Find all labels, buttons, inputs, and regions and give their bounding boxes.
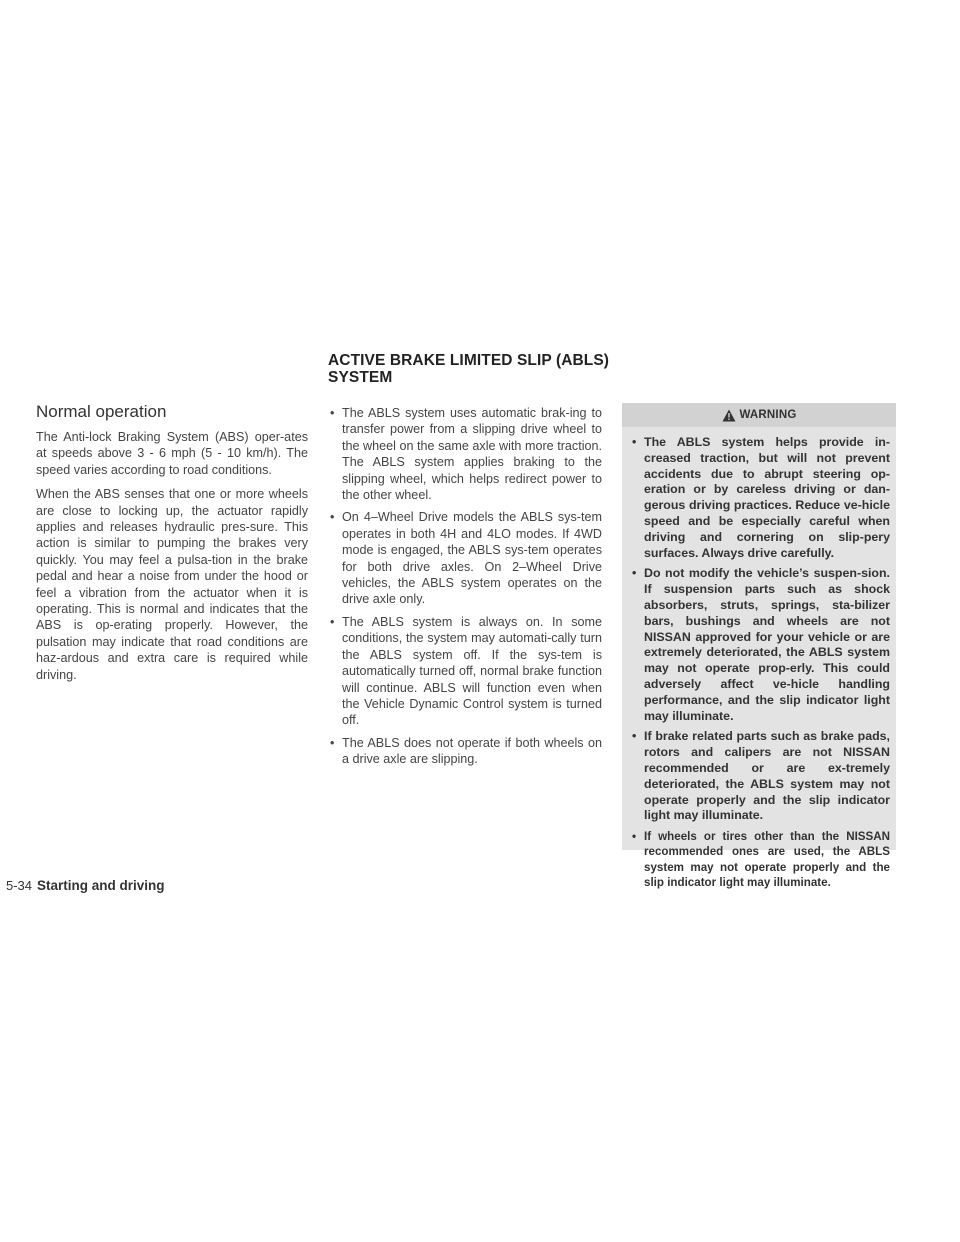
warning-triangle-icon [722,409,736,422]
page-footer [6,878,165,893]
section-title-line2: SYSTEM [328,369,393,386]
section-title [328,352,628,386]
section-title-line1: ACTIVE BRAKE LIMITED SLIP (ABLS) [328,352,610,369]
warning-box [622,403,896,889]
warning-item: • If wheels or tires other than the NISSAN recommended ones are used, the ABLS system may not operate properly and the slip indicator light may illuminate. [632,829,890,890]
warning-item: • The ABLS system helps provide in-creased traction, but will not prevent accidents due to abrupt steering op-eration or by careless driving or dan-gerous driving practices. Reduce ve-hicle speed and be especially careful when driving and cornering on slip-pery surfaces. Always drive carefully. [632,435,890,561]
warning-item: • If brake related parts such as brake pads, rotors and calipers are not NISSAN recommended or are ex-tremely deteriorated, the ABLS system may not operate properly and the slip indicator light may illuminate. [632,729,890,824]
list-item: • The ABLS system is always on. In some conditions, the system may automati-cally turn the ABLS system off. If the sys-tem is automatically turned off, normal brake function will continue. ABLS will function even when the Vehicle Dynamic Control system is turned off. [328,614,602,729]
normal-operation-body [36,429,308,691]
paragraph: The Anti-lock Braking System (ABS) oper-ates at speeds above 3 - 6 mph (5 - 10 km/h). The speed varies according to road conditions. [36,430,308,477]
list-item: • The ABLS does not operate if both wheels on a drive axle are slipping. [328,735,602,768]
chapter-title: Starting and driving [37,878,165,893]
warning-header [622,403,896,427]
normal-operation-heading: Normal operation [36,402,167,421]
warning-item: • Do not modify the vehicle’s suspen-sion. If suspension parts such as shock absorbers, struts, springs, sta-bilizer bars, bushings and wheels are not NISSAN approved for your vehicle or are extremely deteriorated, the ABLS system may not operate prop-erly. This could adversely affect ve-hicle handling performance, and the slip indicator light may illuminate. [632,566,890,724]
warning-label: WARNING [739,409,797,421]
list-item: • On 4–Wheel Drive models the ABLS sys-tem operates in both 4H and 4LO modes. If 4WD mode is engaged, the ABLS sys-tem operates for both drive axles. On 2–Wheel Drive vehicles, the ABLS system operates on the drive axle only. [328,509,602,607]
page-number: 5-34 [6,878,33,893]
abls-bullet-list [328,405,602,774]
list-item: • The ABLS system uses automatic brak-ing to transfer power from a slipping drive wheel to the wheel on the same axle with more traction. The ABLS system applies braking to the slipping wheel, which helps redirect power to the other wheel. [328,405,602,503]
paragraph: When the ABS senses that one or more wheels are close to locking up, the actuator rapidly applies and releases hydraulic pres-sure. This action is similar to pumping the brakes very quickly. You may feel a pulsa-tion in the brake pedal and hear a noise from under the hood or feel a vibration from the actuator when it is operating. This is normal and indicates that the ABS is op-erating properly. However, the pulsation may indicate that road conditions are haz-ardous and extra care is required while driving. [36,487,308,682]
